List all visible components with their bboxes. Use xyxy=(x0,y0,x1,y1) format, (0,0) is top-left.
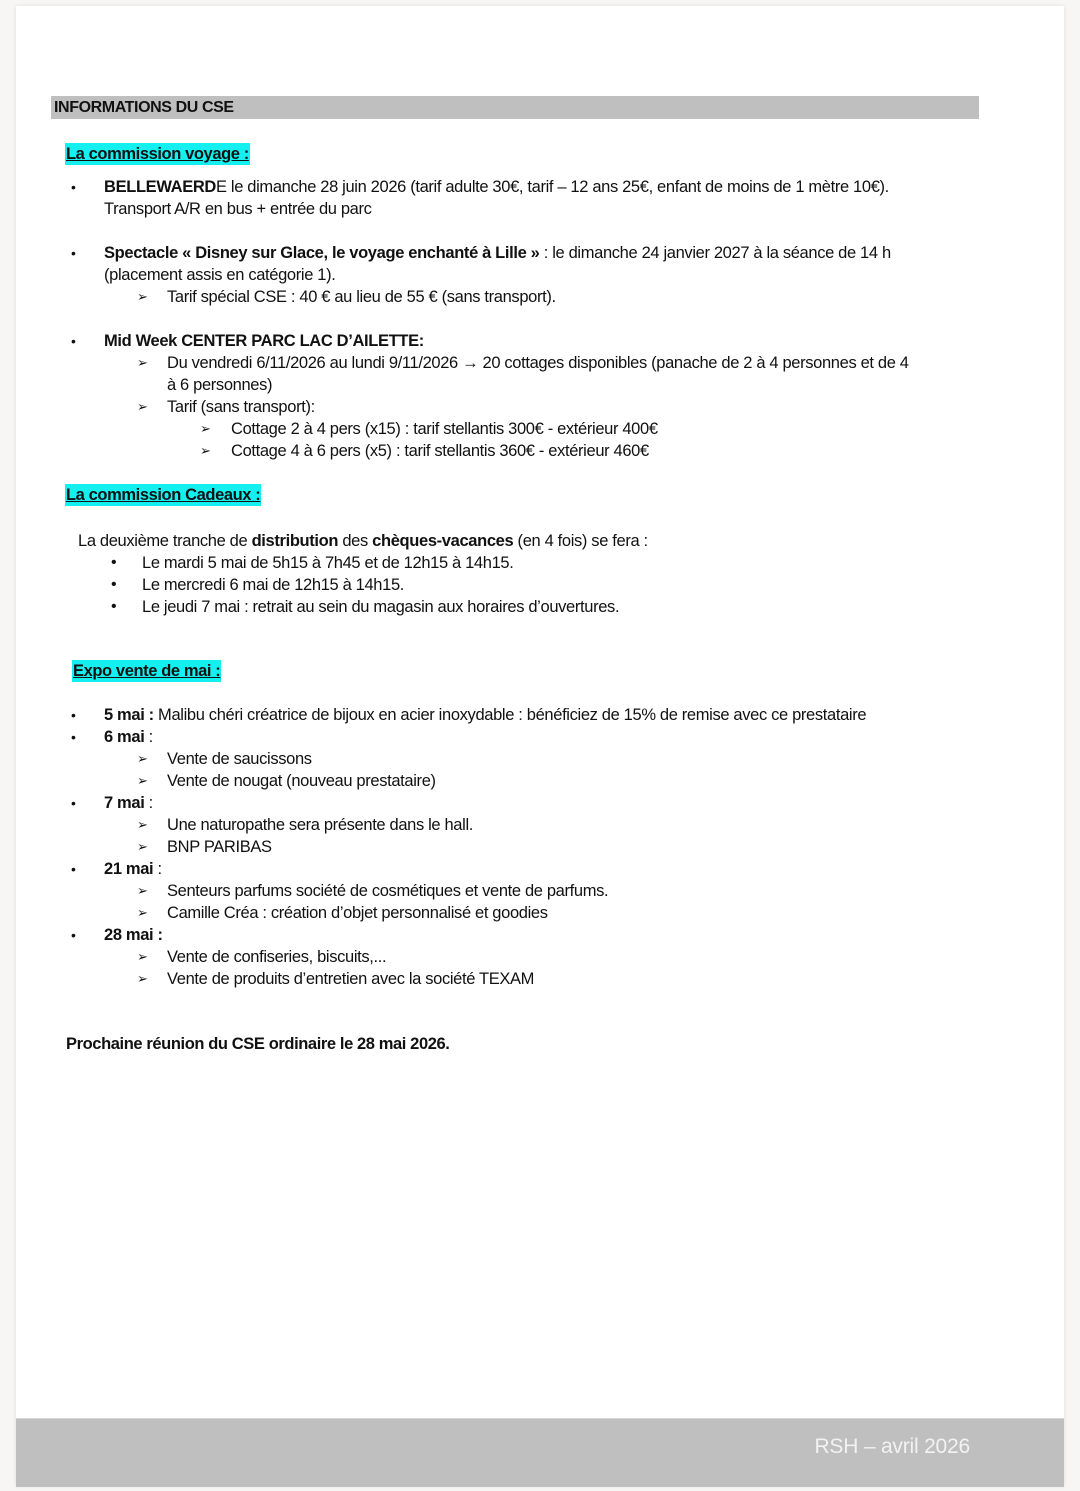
expo-sub-item: Camille Créa : création d’objet personnalisé et goodies xyxy=(167,904,548,922)
arrow-bullet-icon: ➢ xyxy=(137,289,148,304)
arrow-bullet-icon: ➢ xyxy=(137,355,148,370)
bullet-icon: • xyxy=(71,927,76,943)
dot-bullet-icon: • xyxy=(111,598,117,615)
bullet-icon: • xyxy=(71,245,76,261)
expo-sub-item: Vente de nougat (nouveau prestataire) xyxy=(167,772,436,790)
center-parc-tarif: Tarif (sans transport): xyxy=(167,398,315,416)
dot-bullet-icon: • xyxy=(111,576,117,593)
center-parc-title: Mid Week CENTER PARC LAC D’AILETTE: xyxy=(104,332,424,350)
cadeaux-intro: La deuxième tranche de distribution des chèques-vacances (en 4 fois) se fera : xyxy=(78,532,648,550)
bellewaerde-line1: BELLEWAERDE le dimanche 28 juin 2026 (tarif adulte 30€, tarif – 12 ans 25€, enfant de moins de 1 mètre 10€). xyxy=(104,178,889,196)
cottage-2-4: Cottage 2 à 4 pers (x15) : tarif stellantis 300€ - extérieur 400€ xyxy=(231,420,658,438)
next-meeting-note: Prochaine réunion du CSE ordinaire le 28 mai 2026. xyxy=(66,1035,450,1053)
expo-day-28-mai: 28 mai : xyxy=(104,926,163,944)
cottage-4-6: Cottage 4 à 6 pers (x5) : tarif stellantis 360€ - extérieur 460€ xyxy=(231,442,649,460)
arrow-bullet-icon: ➢ xyxy=(137,817,148,832)
bullet-icon: • xyxy=(71,333,76,349)
center-parc-dates-line1: Du vendredi 6/11/2026 au lundi 9/11/2026 → 20 cottages disponibles (panache de 2 à 4 personnes et de 4 xyxy=(167,354,909,372)
footer-text: RSH – avril 2026 xyxy=(814,1435,970,1458)
disney-line1: Spectacle « Disney sur Glace, le voyage enchanté à Lille » : le dimanche 24 janvier 2027 à la séance de 14 h xyxy=(104,244,891,262)
bullet-icon: • xyxy=(71,707,76,723)
expo-day-5-mai: 5 mai : Malibu chéri créatrice de bijoux en acier inoxydable : bénéficiez de 15% de remise avec ce prestataire xyxy=(104,706,867,724)
arrow-bullet-icon: ➢ xyxy=(137,883,148,898)
bellewaerde-line2: Transport A/R en bus + entrée du parc xyxy=(104,200,372,218)
expo-day-6-mai: 6 mai : xyxy=(104,728,153,746)
arrow-bullet-icon: ➢ xyxy=(200,421,211,436)
cadeaux-item: Le jeudi 7 mai : retrait au sein du magasin aux horaires d’ouvertures. xyxy=(142,598,620,616)
disney-line2: (placement assis en catégorie 1). xyxy=(104,266,336,284)
center-parc-dates-line2: à 6 personnes) xyxy=(167,376,273,394)
document-title: INFORMATIONS DU CSE xyxy=(54,99,234,116)
expo-sub-item: Vente de produits d’entretien avec la société TEXAM xyxy=(167,970,535,988)
arrow-bullet-icon: ➢ xyxy=(137,751,148,766)
expo-day-21-mai: 21 mai : xyxy=(104,860,162,878)
expo-sub-item: Senteurs parfums société de cosmétiques et vente de parfums. xyxy=(167,882,609,900)
dot-bullet-icon: • xyxy=(111,554,117,571)
section-heading-cadeaux: La commission Cadeaux : xyxy=(66,486,261,504)
expo-sub-item: Une naturopathe sera présente dans le hall. xyxy=(167,816,473,834)
arrow-bullet-icon: ➢ xyxy=(200,443,211,458)
expo-sub-item: BNP PARIBAS xyxy=(167,838,272,856)
arrow-bullet-icon: ➢ xyxy=(137,399,148,414)
expo-sub-item: Vente de confiseries, biscuits,... xyxy=(167,948,387,966)
section-heading-voyage: La commission voyage : xyxy=(66,145,249,163)
document-page xyxy=(16,6,1064,1486)
arrow-bullet-icon: ➢ xyxy=(137,949,148,964)
disney-tarif: Tarif spécial CSE : 40 € au lieu de 55 € (sans transport). xyxy=(167,288,556,306)
section-heading-expo: Expo vente de mai : xyxy=(73,662,221,680)
bullet-icon: • xyxy=(71,795,76,811)
arrow-bullet-icon: ➢ xyxy=(137,773,148,788)
expo-day-7-mai: 7 mai : xyxy=(104,794,153,812)
bullet-icon: • xyxy=(71,179,76,195)
cadeaux-item: Le mardi 5 mai de 5h15 à 7h45 et de 12h15 à 14h15. xyxy=(142,554,514,572)
bullet-icon: • xyxy=(71,861,76,877)
arrow-bullet-icon: ➢ xyxy=(137,971,148,986)
bullet-icon: • xyxy=(71,729,76,745)
arrow-bullet-icon: ➢ xyxy=(137,905,148,920)
expo-sub-item: Vente de saucissons xyxy=(167,750,312,768)
page-footer xyxy=(16,1418,1064,1487)
arrow-bullet-icon: ➢ xyxy=(137,839,148,854)
cadeaux-item: Le mercredi 6 mai de 12h15 à 14h15. xyxy=(142,576,405,594)
